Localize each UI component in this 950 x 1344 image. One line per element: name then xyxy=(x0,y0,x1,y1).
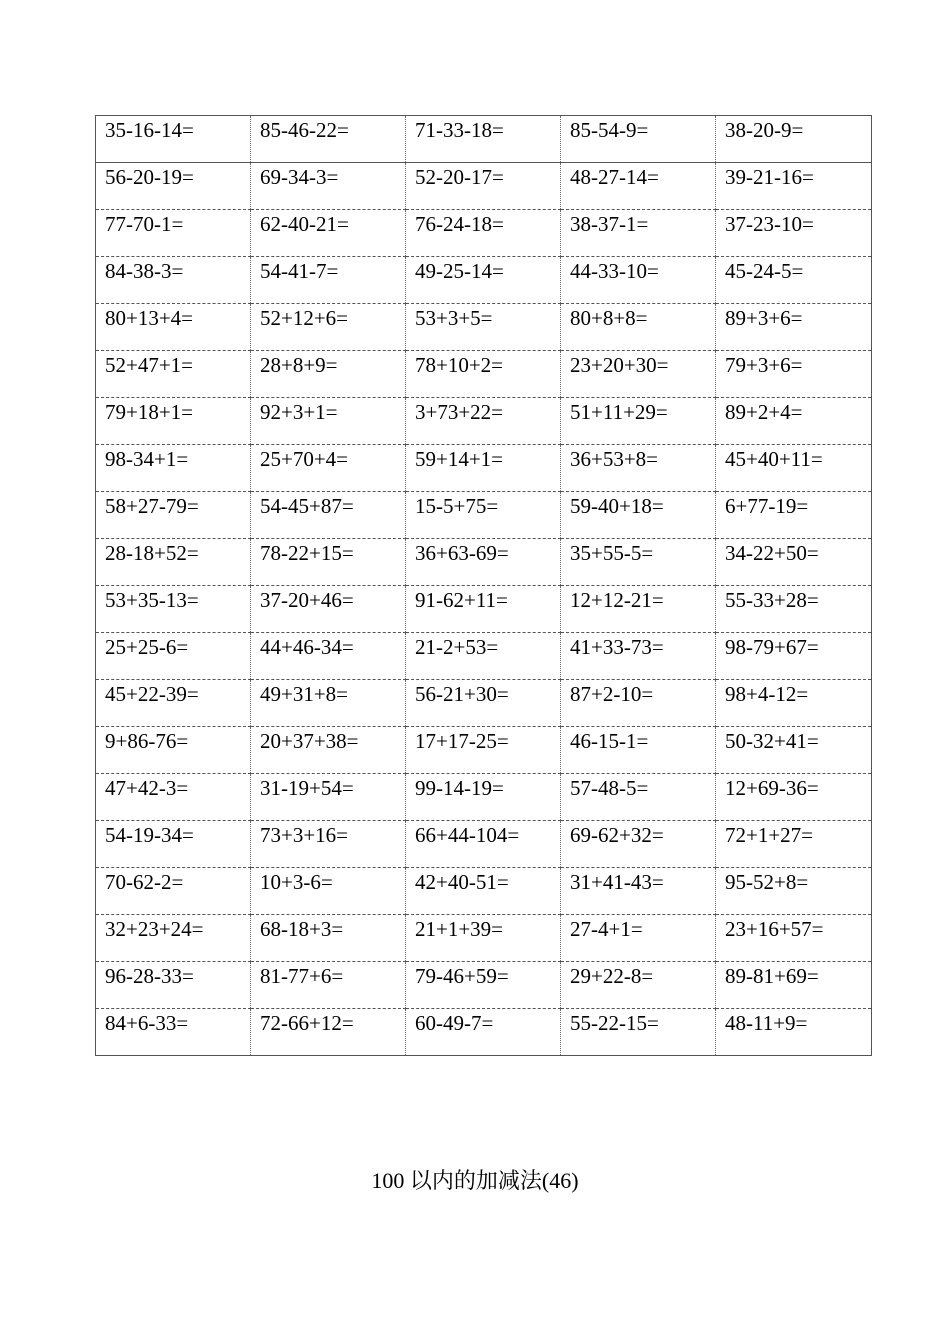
problem-row xyxy=(96,821,872,868)
problem-cell: 6+77-19= xyxy=(716,492,872,539)
problem-row xyxy=(96,962,872,1009)
problem-row xyxy=(96,727,872,774)
problem-cell: 98-79+67= xyxy=(716,633,872,680)
problem-cell: 25+70+4= xyxy=(251,445,406,492)
problem-row xyxy=(96,116,872,163)
problem-cell: 78-22+15= xyxy=(251,539,406,586)
problem-cell: 52+47+1= xyxy=(96,351,251,398)
problem-cell: 31-19+54= xyxy=(251,774,406,821)
problem-row xyxy=(96,774,872,821)
problem-cell: 3+73+22= xyxy=(406,398,561,445)
problem-cell: 46-15-1= xyxy=(561,727,716,774)
problem-row xyxy=(96,633,872,680)
problem-row xyxy=(96,304,872,351)
problem-row xyxy=(96,351,872,398)
problem-cell: 77-70-1= xyxy=(96,210,251,257)
problem-cell: 80+13+4= xyxy=(96,304,251,351)
problem-cell: 89-81+69= xyxy=(716,962,872,1009)
problem-row xyxy=(96,1009,872,1056)
problem-cell: 96-28-33= xyxy=(96,962,251,1009)
problem-row xyxy=(96,680,872,727)
problem-cell: 79+3+6= xyxy=(716,351,872,398)
problem-cell: 32+23+24= xyxy=(96,915,251,962)
problem-cell: 53+35-13= xyxy=(96,586,251,633)
problem-cell: 98+4-12= xyxy=(716,680,872,727)
worksheet-title: 100 以内的加减法(46) xyxy=(371,1168,579,1193)
problem-cell: 78+10+2= xyxy=(406,351,561,398)
problem-cell: 12+12-21= xyxy=(561,586,716,633)
problem-cell: 10+3-6= xyxy=(251,868,406,915)
problem-cell: 48-27-14= xyxy=(561,163,716,210)
problem-cell: 45-24-5= xyxy=(716,257,872,304)
problem-cell: 59+14+1= xyxy=(406,445,561,492)
problem-cell: 69-34-3= xyxy=(251,163,406,210)
problem-cell: 55-22-15= xyxy=(561,1009,716,1056)
problem-cell: 9+86-76= xyxy=(96,727,251,774)
problem-cell: 66+44-104= xyxy=(406,821,561,868)
problem-row xyxy=(96,445,872,492)
problem-row xyxy=(96,868,872,915)
problem-cell: 29+22-8= xyxy=(561,962,716,1009)
problem-cell: 72-66+12= xyxy=(251,1009,406,1056)
problem-cell: 72+1+27= xyxy=(716,821,872,868)
problem-cell: 50-32+41= xyxy=(716,727,872,774)
problem-cell: 89+3+6= xyxy=(716,304,872,351)
problem-cell: 27-4+1= xyxy=(561,915,716,962)
problem-cell: 42+40-51= xyxy=(406,868,561,915)
problem-cell: 54-45+87= xyxy=(251,492,406,539)
problem-cell: 21+1+39= xyxy=(406,915,561,962)
problem-cell: 51+11+29= xyxy=(561,398,716,445)
problem-cell: 15-5+75= xyxy=(406,492,561,539)
problem-cell: 79+18+1= xyxy=(96,398,251,445)
problem-cell: 84+6-33= xyxy=(96,1009,251,1056)
problem-cell: 35+55-5= xyxy=(561,539,716,586)
problem-cell: 99-14-19= xyxy=(406,774,561,821)
problem-cell: 45+22-39= xyxy=(96,680,251,727)
problem-cell: 36+63-69= xyxy=(406,539,561,586)
problem-cell: 31+41-43= xyxy=(561,868,716,915)
problem-cell: 81-77+6= xyxy=(251,962,406,1009)
problem-cell: 49+31+8= xyxy=(251,680,406,727)
problem-cell: 70-62-2= xyxy=(96,868,251,915)
problem-rows xyxy=(96,116,872,1056)
problem-cell: 52+12+6= xyxy=(251,304,406,351)
problem-cell: 95-52+8= xyxy=(716,868,872,915)
problem-cell: 84-38-3= xyxy=(96,257,251,304)
problem-cell: 71-33-18= xyxy=(406,116,561,163)
problem-row xyxy=(96,398,872,445)
problem-row xyxy=(96,257,872,304)
problem-cell: 59-40+18= xyxy=(561,492,716,539)
problem-cell: 12+69-36= xyxy=(716,774,872,821)
problem-cell: 41+33-73= xyxy=(561,633,716,680)
problem-row xyxy=(96,163,872,210)
problem-cell: 37-23-10= xyxy=(716,210,872,257)
problem-cell: 35-16-14= xyxy=(96,116,251,163)
problem-cell: 80+8+8= xyxy=(561,304,716,351)
problem-cell: 68-18+3= xyxy=(251,915,406,962)
problem-cell: 60-49-7= xyxy=(406,1009,561,1056)
problem-cell: 54-19-34= xyxy=(96,821,251,868)
problem-cell: 89+2+4= xyxy=(716,398,872,445)
problem-row xyxy=(96,492,872,539)
problem-cell: 56-20-19= xyxy=(96,163,251,210)
problem-row xyxy=(96,210,872,257)
problem-cell: 85-46-22= xyxy=(251,116,406,163)
problem-cell: 47+42-3= xyxy=(96,774,251,821)
problem-cell: 17+17-25= xyxy=(406,727,561,774)
problem-cell: 92+3+1= xyxy=(251,398,406,445)
problem-cell: 49-25-14= xyxy=(406,257,561,304)
problem-cell: 38-37-1= xyxy=(561,210,716,257)
problem-cell: 55-33+28= xyxy=(716,586,872,633)
problem-row xyxy=(96,586,872,633)
problem-cell: 56-21+30= xyxy=(406,680,561,727)
problem-cell: 57-48-5= xyxy=(561,774,716,821)
arithmetic-problem-table xyxy=(95,115,872,1056)
problem-row xyxy=(96,915,872,962)
problem-cell: 54-41-7= xyxy=(251,257,406,304)
problem-cell: 45+40+11= xyxy=(716,445,872,492)
problem-cell: 23+20+30= xyxy=(561,351,716,398)
problem-cell: 85-54-9= xyxy=(561,116,716,163)
problem-cell: 53+3+5= xyxy=(406,304,561,351)
problem-cell: 37-20+46= xyxy=(251,586,406,633)
problem-cell: 44+46-34= xyxy=(251,633,406,680)
problem-cell: 76-24-18= xyxy=(406,210,561,257)
problem-cell: 39-21-16= xyxy=(716,163,872,210)
problem-row xyxy=(96,539,872,586)
problem-cell: 38-20-9= xyxy=(716,116,872,163)
problem-cell: 25+25-6= xyxy=(96,633,251,680)
problem-cell: 91-62+11= xyxy=(406,586,561,633)
problem-cell: 44-33-10= xyxy=(561,257,716,304)
problem-cell: 62-40-21= xyxy=(251,210,406,257)
problem-cell: 23+16+57= xyxy=(716,915,872,962)
problem-cell: 79-46+59= xyxy=(406,962,561,1009)
problem-cell: 73+3+16= xyxy=(251,821,406,868)
problem-cell: 28-18+52= xyxy=(96,539,251,586)
problem-cell: 58+27-79= xyxy=(96,492,251,539)
problem-cell: 69-62+32= xyxy=(561,821,716,868)
problem-cell: 48-11+9= xyxy=(716,1009,872,1056)
problem-cell: 36+53+8= xyxy=(561,445,716,492)
problem-cell: 52-20-17= xyxy=(406,163,561,210)
problem-cell: 28+8+9= xyxy=(251,351,406,398)
problem-cell: 20+37+38= xyxy=(251,727,406,774)
problem-cell: 98-34+1= xyxy=(96,445,251,492)
problem-cell: 87+2-10= xyxy=(561,680,716,727)
problem-cell: 34-22+50= xyxy=(716,539,872,586)
problem-cell: 21-2+53= xyxy=(406,633,561,680)
